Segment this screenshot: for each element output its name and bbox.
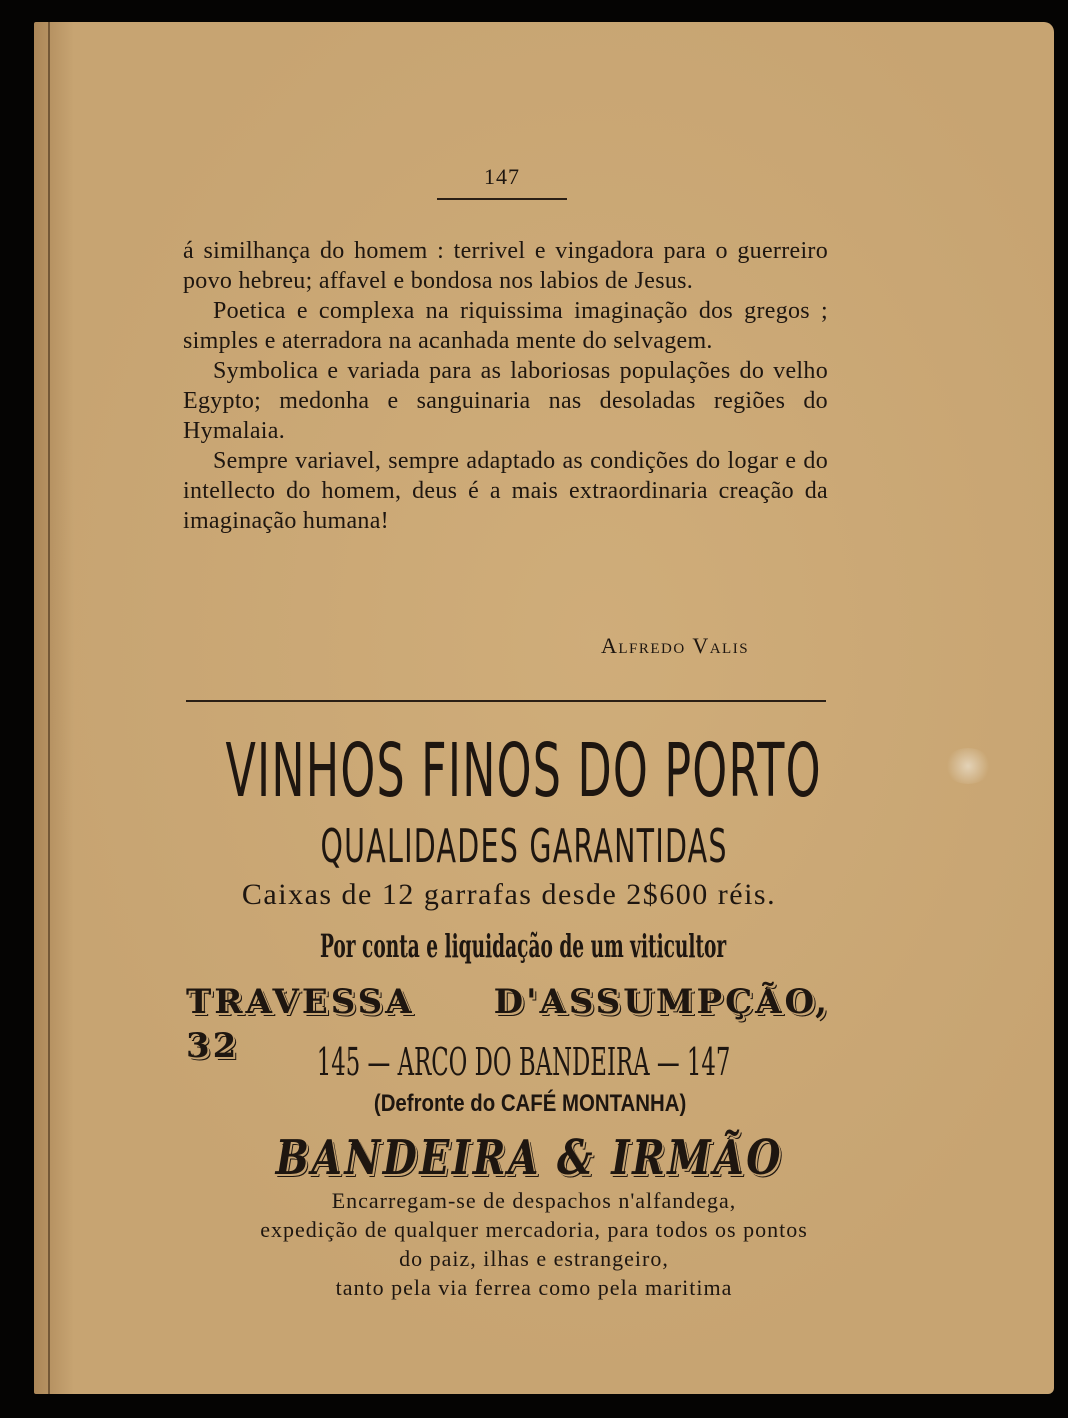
ad-subtitle: QUALIDADES GARANTIDAS — [320, 819, 728, 873]
ad-services — [0, 1186, 1068, 1302]
article-text — [183, 236, 828, 536]
article-paragraph: Sempre variavel, sempre adaptado as condições do logar e do intellecto do homem, deus é a mais extraordinaria creação da imaginação humana! — [183, 448, 828, 534]
page-number-rule — [437, 198, 567, 200]
article-paragraph: Symbolica e variada para as laboriosas populações do velho Egypto; medonha e sanguinaria nas desoladas regiões do Hymalaia. — [183, 358, 828, 444]
ad-agent-line: Por conta e liquidação de um viticultor — [319, 927, 727, 965]
ad-services-line: do paiz, ilhas e estrangeiro, — [399, 1246, 669, 1271]
ad-services-line: tanto pela via ferrea como pela maritima — [335, 1275, 733, 1300]
ad-services-line: expedição de qualquer mercadoria, para todos os pontos — [260, 1217, 808, 1242]
section-divider — [186, 700, 826, 702]
ad-price-line: Caixas de 12 garrafas desde 2$600 réis. — [241, 878, 777, 911]
ad-services-line: Encarregam-se de despachos n'alfandega, — [331, 1188, 737, 1213]
article-paragraph: á similhança do homem : terrivel e vingadora para o guerreiro povo hebreu; affavel e bondosa nos labios de Jesus. — [183, 238, 828, 294]
article-author: Alfredo Valis — [601, 633, 750, 658]
ad-street-line: 145 — ARCO DO BANDEIRA — 147 — [316, 1040, 731, 1084]
ad-address-line: TRAVESSA D'ASSUMPÇÃO, 32 — [186, 982, 830, 1066]
ad-firm-name: BANDEIRA & IRMÃO — [275, 1130, 784, 1186]
page-number: 147 — [484, 164, 520, 189]
paper-stain — [944, 748, 992, 784]
ad-opposite-line: (Defronte do CAFÉ MONTANHA) — [373, 1090, 687, 1117]
ad-title: VINHOS FINOS DO PORTO — [225, 728, 822, 814]
article-paragraph: Poetica e complexa na riquissima imaginação dos gregos ; simples e aterradora na acanhada mente do selvagem. — [183, 298, 828, 354]
